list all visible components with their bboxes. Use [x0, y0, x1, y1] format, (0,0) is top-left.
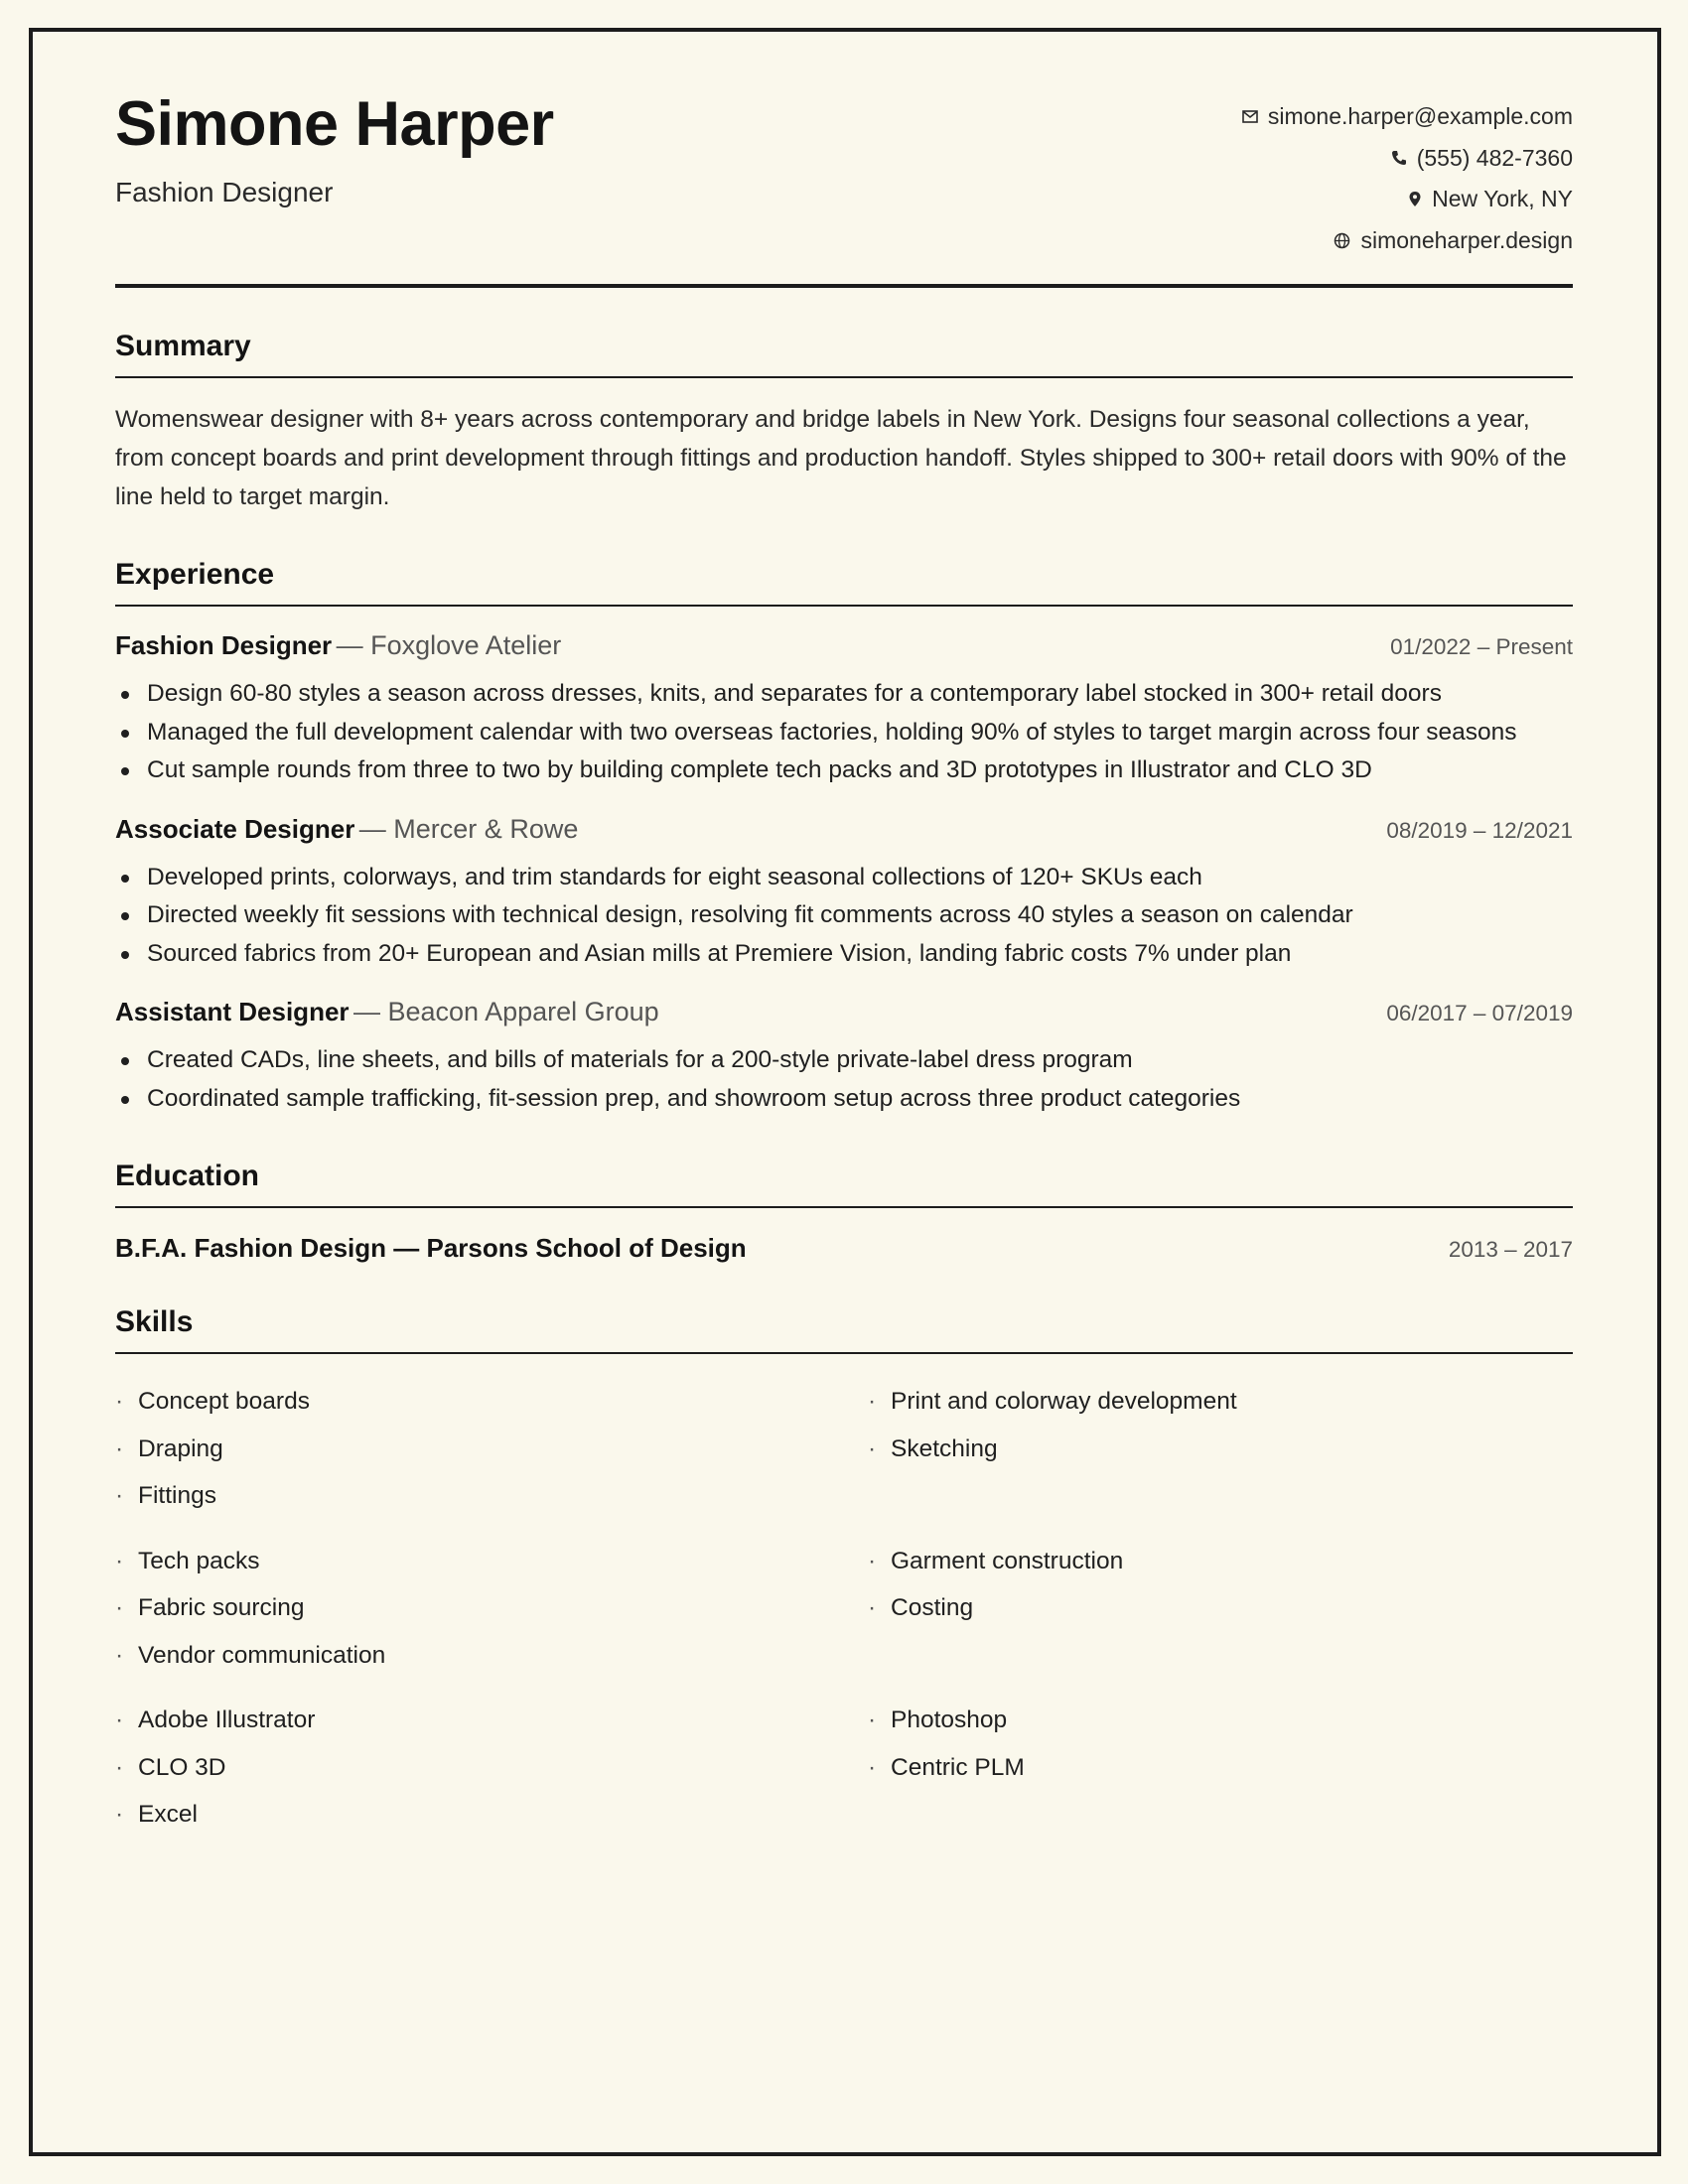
skill-item	[115, 1426, 868, 1473]
skills-section	[115, 1264, 1573, 1839]
job-separator: —	[352, 997, 388, 1026]
list-item: Design 60-80 styles a season across dresses, knits, and separates for a contemporary label stocked in 300+ retail doors	[115, 675, 1573, 714]
experience-heading: Experience	[115, 558, 275, 591]
skill-column-left	[115, 1538, 868, 1680]
skill-bullet: ·	[115, 1388, 124, 1415]
skill-label: Adobe Illustrator	[138, 1706, 316, 1733]
education-entry	[115, 1233, 1573, 1264]
job-dates: 01/2022 – Present	[1390, 634, 1573, 659]
map-pin-icon	[1408, 191, 1422, 207]
person-role: Fashion Designer	[115, 177, 334, 207]
skill-bullet: ·	[115, 1801, 124, 1828]
job-separator: —	[336, 630, 371, 660]
skill-item	[868, 1744, 1573, 1792]
skill-label: Vendor communication	[138, 1641, 386, 1669]
list-item: Created CADs, line sheets, and bills of materials for a 200-style private-label dress program	[115, 1041, 1573, 1080]
skill-column-right	[868, 1697, 1573, 1839]
job-company: Beacon Apparel Group	[387, 997, 659, 1026]
section-divider	[115, 376, 1573, 378]
website-text: simoneharper.design	[1360, 226, 1573, 253]
education-heading: Education	[115, 1160, 260, 1192]
skill-label: Garment construction	[891, 1547, 1124, 1574]
skill-label: Fabric sourcing	[138, 1594, 305, 1621]
job-entry	[115, 630, 1573, 790]
location-text: New York, NY	[1432, 186, 1573, 212]
skill-group	[115, 1538, 1573, 1680]
skill-item	[868, 1697, 1573, 1744]
identity	[115, 85, 554, 284]
phone-text: (555) 482-7360	[1416, 144, 1573, 171]
skill-bullet: ·	[115, 1594, 124, 1621]
job-separator: —	[358, 813, 394, 844]
job-company: Mercer & Rowe	[393, 813, 579, 844]
summary-section	[115, 288, 1573, 516]
globe-icon	[1334, 232, 1350, 249]
skill-bullet: ·	[115, 1641, 124, 1669]
section-divider	[115, 1206, 1573, 1208]
job-entry	[115, 814, 1573, 974]
skill-column-left	[115, 1697, 868, 1839]
summary-text: Womenswear designer with 8+ years across contemporary and bridge labels in New York. Designs four seasonal collections a year, from concept boards and print development through fittings and production handoff. Styles shipped to 300+ retail doors with 90% of the line held to target margin.	[115, 406, 1567, 510]
skill-item	[115, 1378, 868, 1426]
skill-label: Photoshop	[891, 1706, 1008, 1733]
skill-label: Draping	[138, 1434, 223, 1462]
skill-bullet: ·	[868, 1753, 877, 1781]
list-item: Developed prints, colorways, and trim standards for eight seasonal collections of 120+ SKUs each	[115, 859, 1573, 897]
job-heading	[115, 997, 659, 1027]
job-heading	[115, 814, 578, 845]
skills-list	[115, 1378, 1573, 1839]
job-header	[115, 814, 1573, 845]
skill-item	[115, 1791, 868, 1839]
skill-bullet: ·	[868, 1547, 877, 1574]
skill-group	[115, 1378, 1573, 1520]
contact-location	[1408, 179, 1573, 220]
skill-bullet: ·	[868, 1594, 877, 1621]
contact-website[interactable]	[1334, 220, 1573, 262]
skills-heading: Skills	[115, 1305, 194, 1338]
skill-column-left	[115, 1378, 868, 1520]
contact-email[interactable]	[1242, 96, 1573, 138]
job-dates: 06/2017 – 07/2019	[1386, 1001, 1573, 1025]
skill-column-right	[868, 1378, 1573, 1520]
section-divider	[115, 605, 1573, 607]
mail-icon	[1242, 110, 1258, 123]
job-title: Associate Designer	[115, 813, 355, 844]
job-bullets	[115, 859, 1573, 974]
job-header	[115, 997, 1573, 1027]
skill-bullet: ·	[868, 1388, 877, 1415]
skill-label: Costing	[891, 1594, 974, 1621]
skill-item	[115, 1584, 868, 1632]
skill-bullet: ·	[115, 1434, 124, 1462]
contact-info	[1242, 96, 1573, 284]
skill-bullet: ·	[115, 1547, 124, 1574]
job-dates: 08/2019 – 12/2021	[1386, 817, 1573, 843]
resume-header	[115, 85, 1573, 284]
skill-item	[115, 1697, 868, 1744]
job-title: Assistant Designer	[115, 997, 350, 1026]
section-divider	[115, 1352, 1573, 1354]
skill-item	[115, 1472, 868, 1520]
skill-group	[115, 1697, 1573, 1839]
list-item: Cut sample rounds from three to two by building complete tech packs and 3D prototypes in Illustrator and CLO 3D	[115, 751, 1573, 790]
skill-label: Concept boards	[138, 1388, 310, 1415]
list-item: Managed the full development calendar with two overseas factories, holding 90% of styles to target margin across four seasons	[115, 714, 1573, 752]
skill-item	[868, 1538, 1573, 1585]
skill-label: Fittings	[138, 1482, 216, 1509]
job-heading	[115, 630, 561, 661]
skill-column-right	[868, 1538, 1573, 1680]
skill-bullet: ·	[868, 1434, 877, 1462]
phone-icon	[1391, 150, 1407, 166]
skill-item	[868, 1584, 1573, 1632]
skill-label: Sketching	[891, 1434, 998, 1462]
summary-heading: Summary	[115, 330, 251, 362]
skill-bullet: ·	[115, 1482, 124, 1509]
skill-label: Centric PLM	[891, 1753, 1025, 1781]
contact-phone[interactable]	[1391, 138, 1573, 180]
list-item: Coordinated sample trafficking, fit-session prep, and showroom setup across three product categories	[115, 1080, 1573, 1119]
skill-bullet: ·	[115, 1706, 124, 1733]
job-company: Foxglove Atelier	[370, 630, 562, 660]
education-degree: B.F.A. Fashion Design — Parsons School of Design	[115, 1233, 747, 1263]
skill-bullet: ·	[868, 1706, 877, 1733]
education-section	[115, 1118, 1573, 1264]
education-dates: 2013 – 2017	[1448, 1237, 1573, 1262]
resume	[115, 85, 1573, 1856]
skill-item	[115, 1632, 868, 1680]
skill-item	[868, 1378, 1573, 1426]
person-name: Simone Harper	[115, 89, 554, 159]
skill-label: CLO 3D	[138, 1753, 226, 1781]
skill-label: Excel	[138, 1801, 198, 1828]
job-header	[115, 630, 1573, 661]
email-text: simone.harper@example.com	[1267, 103, 1573, 130]
skill-bullet: ·	[115, 1753, 124, 1781]
skill-label: Tech packs	[138, 1547, 260, 1574]
job-bullets	[115, 675, 1573, 790]
skill-item	[868, 1426, 1573, 1473]
list-item: Sourced fabrics from 20+ European and Asian mills at Premiere Vision, landing fabric costs 7% under plan	[115, 935, 1573, 974]
skill-label: Print and colorway development	[891, 1388, 1237, 1415]
skill-item	[115, 1744, 868, 1792]
job-bullets	[115, 1041, 1573, 1118]
experience-section	[115, 516, 1573, 1118]
job-entry	[115, 997, 1573, 1118]
job-title: Fashion Designer	[115, 630, 333, 660]
list-item: Directed weekly fit sessions with technical design, resolving fit comments across 40 styles a season on calendar	[115, 896, 1573, 935]
skill-item	[115, 1538, 868, 1585]
